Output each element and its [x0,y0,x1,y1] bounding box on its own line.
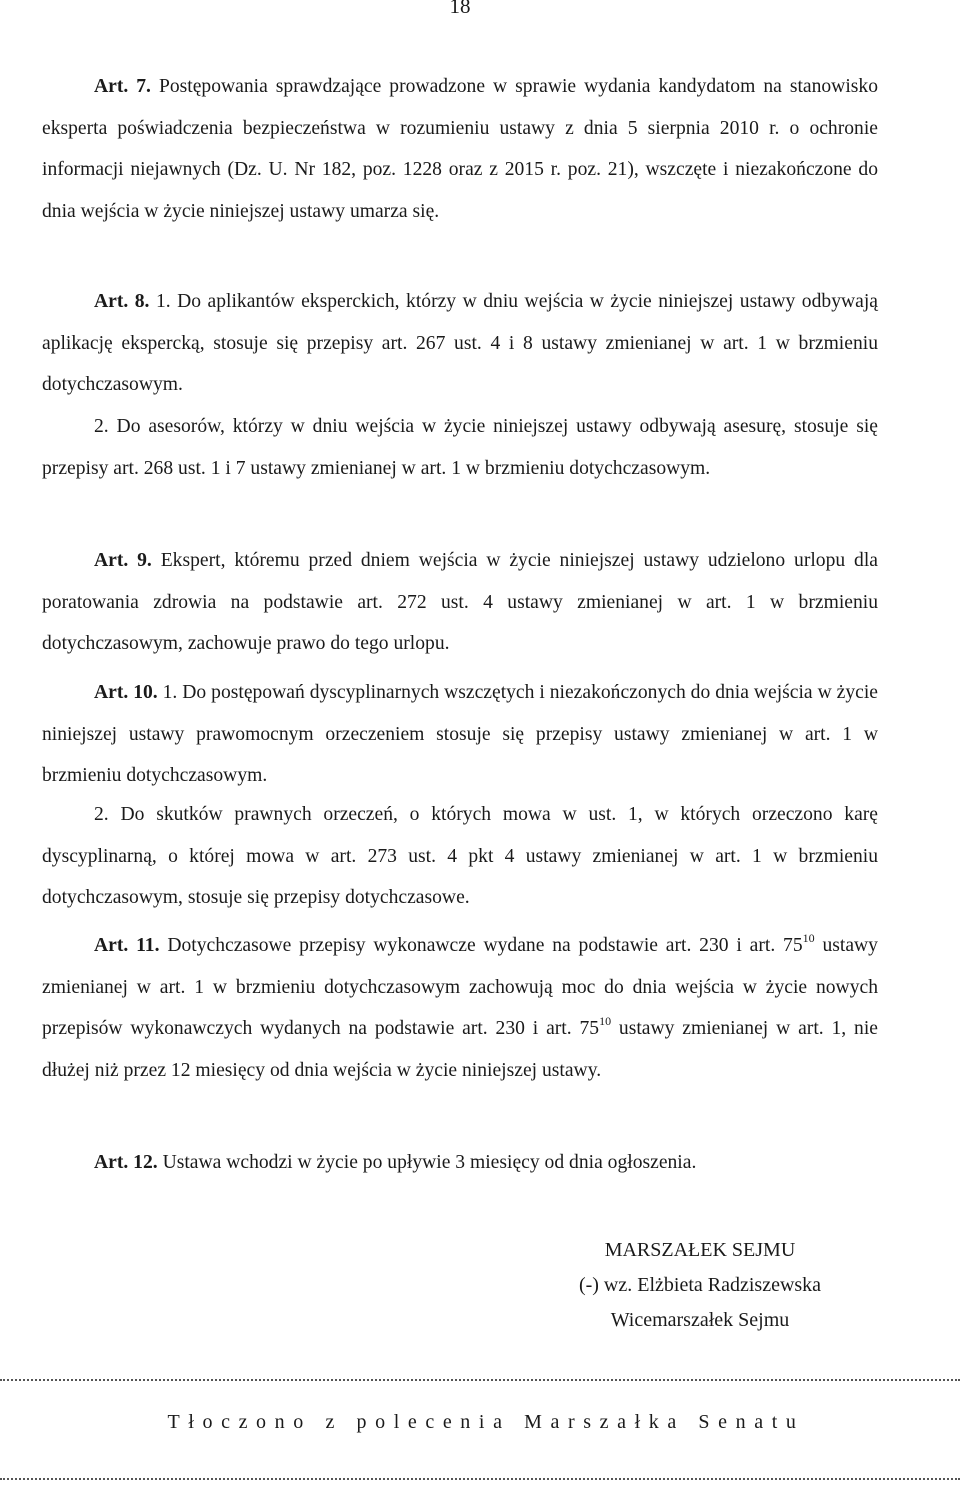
article-11 [42,925,878,1091]
article-11-label: Art. 11. [94,935,160,956]
dotted-separator-top [0,1379,960,1382]
article-11-text-3: ustawy zmienianej w art. 1, nie dłużej niż przez 12 miesięcy od dnia wejścia w życie niniejszej ustawy. [42,1018,878,1081]
article-10-paragraph-1 [42,672,878,797]
article-7-label: Art. 7. [94,76,151,97]
article-11-text-2: ustawy zmienianej w art. 1 w brzmieniu dotychczasowym zachowują moc do dnia wejścia w życie nowych przepisów wykonawczych wydanych na podstawie art. 230 i art. 75 [42,935,878,1039]
article-11-superscript-1: 10 [802,931,815,945]
article-8-paragraph-2: 2. Do asesorów, którzy w dniu wejścia w życie niniejszej ustawy odbywają asesurę, stosuje się przepisy art. 268 ust. 1 i 7 ustawy zmienianej w art. 1 w brzmieniu dotychczasowym. [42,416,878,479]
article-8-paragraph-1-text: 1. Do aplikantów eksperckich, którzy w dniu wejścia w życie niniejszej ustawy odbywają aplikację ekspercką, stosuje się przepisy art. 267 ust. 4 i 8 ustawy zmienianej w art. 1 w brzmieniu dotychczasowym. [42,291,878,395]
signature-role: Wicemarszałek Sejmu [610,1309,790,1331]
article-12-text: Ustawa wchodzi w życie po upływie 3 miesięcy od dnia ogłoszenia. [157,1152,697,1173]
article-10-label: Art. 10. [94,682,158,703]
article-9-label: Art. 9. [94,550,152,571]
page-number: 18 [449,0,471,18]
article-8-label: Art. 8. [94,291,150,312]
article-11-text-1: Dotychczasowe przepisy wykonawcze wydane na podstawie art. 230 i art. 75 [159,935,803,956]
article-11-superscript-2: 10 [599,1014,612,1028]
article-7 [42,66,878,232]
article-9-text: Ekspert, któremu przed dniem wejścia w życie niniejszej ustawy udzielono urlopu dla poratowania zdrowia na podstawie art. 272 ust. 4 ustawy zmienianej w art. 1 w brzmieniu dotychczasowym, zachowuje prawo do tego urlopu. [42,550,878,654]
dotted-separator-bottom [0,1478,960,1481]
signature-name: (-) wz. Elżbieta Radziszewska [578,1274,822,1296]
article-10-paragraph-1-text: 1. Do postępowań dyscyplinarnych wszczętych i niezakończonych do dnia wejścia w życie niniejszej ustawy prawomocnym orzeczeniem stosuje się przepisy ustawy zmienianej w art. 1 w brzmieniu dotychczasowym. [42,682,878,786]
article-10-paragraph-2: 2. Do skutków prawnych orzeczeń, o których mowa w ust. 1, w których orzeczono karę dyscyplinarną, o której mowa w art. 273 ust. 4 pkt 4 ustawy zmienianej w art. 1 w brzmieniu dotychczasowym, stosuje się przepisy dotychczasowe. [42,804,878,908]
article-8-paragraph-1 [42,281,878,406]
article-7-text: Postępowania sprawdzające prowadzone w sprawie wydania kandydatom na stanowisko eksperta poświadczenia bezpieczeństwa w rozumieniu ustawy z dnia 5 sierpnia 2010 r. o ochronie informacji niejawnych (Dz. U. Nr 182, poz. 1228 oraz z 2015 r. poz. 21), wszczęte i niezakończone do dnia wejścia w życie niniejszej ustawy umarza się. [42,76,878,222]
article-12-label: Art. 12. [94,1152,158,1173]
article-12 [42,1142,878,1184]
footer-printing-note: Tłoczono z polecenia Marszałka Senatu [167,1411,805,1433]
signature-title: MARSZAŁEK SEJMU [604,1239,796,1261]
article-9 [42,540,878,665]
